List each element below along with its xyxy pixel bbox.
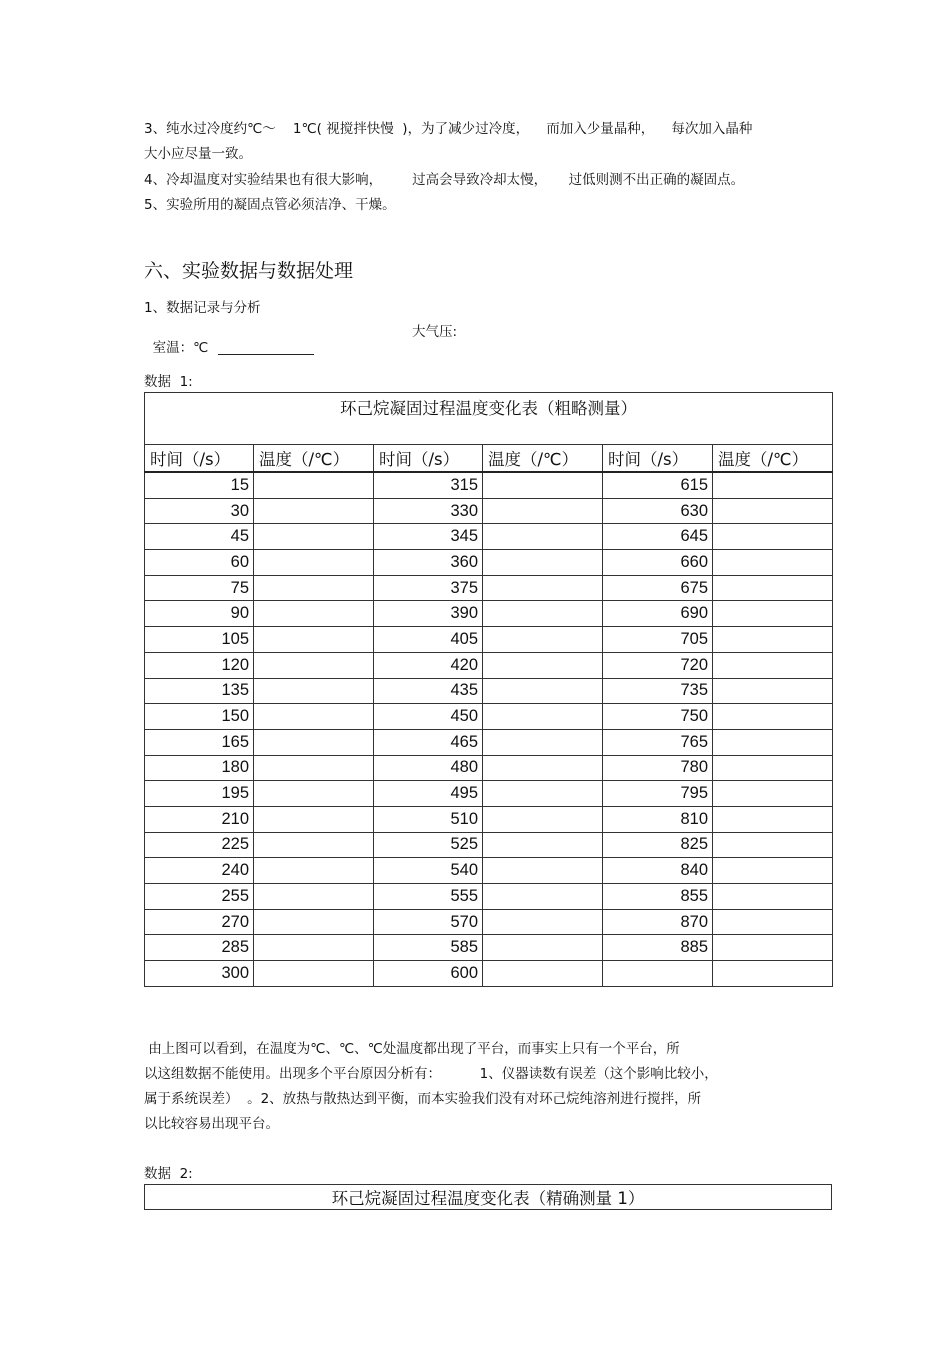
time-cell: 210 — [145, 806, 254, 832]
time-cell: 450 — [374, 704, 483, 730]
temp-cell — [254, 961, 374, 987]
temp-cell — [713, 755, 833, 781]
time-cell: 765 — [603, 729, 713, 755]
time-cell: 300 — [145, 961, 254, 987]
temp-cell — [483, 472, 603, 498]
temp-cell — [713, 550, 833, 576]
analysis-line-3: 属于系统误差） 。2、放热与散热达到平衡，而本实验我们没有对环己烷纯溶剂进行搅拌，所 — [144, 1091, 702, 1107]
time-cell: 540 — [374, 858, 483, 884]
temp-cell — [713, 961, 833, 987]
temp-cell — [483, 729, 603, 755]
time-cell: 495 — [374, 781, 483, 807]
time-cell: 810 — [603, 806, 713, 832]
time-cell: 630 — [603, 498, 713, 524]
temp-cell — [483, 550, 603, 576]
temp-cell — [254, 704, 374, 730]
table-row — [145, 627, 833, 653]
time-cell: 75 — [145, 575, 254, 601]
temp-cell — [713, 472, 833, 498]
section-heading: 六、实验数据与数据处理 — [144, 260, 354, 282]
header-time-3: 时间（/s） — [603, 445, 713, 473]
time-cell: 615 — [603, 472, 713, 498]
time-cell: 150 — [145, 704, 254, 730]
time-cell — [603, 961, 713, 987]
table-row — [145, 909, 833, 935]
table-row — [145, 729, 833, 755]
time-cell: 690 — [603, 601, 713, 627]
temp-cell — [254, 806, 374, 832]
time-cell: 45 — [145, 524, 254, 550]
time-cell: 255 — [145, 884, 254, 910]
cooling-table-rough — [144, 392, 833, 987]
time-cell: 465 — [374, 729, 483, 755]
time-cell: 180 — [145, 755, 254, 781]
temp-cell — [254, 550, 374, 576]
temp-cell — [713, 806, 833, 832]
temp-cell — [483, 498, 603, 524]
temp-cell — [713, 652, 833, 678]
time-cell: 330 — [374, 498, 483, 524]
subsection-title: 1、数据记录与分析 — [144, 300, 261, 316]
table-row — [145, 832, 833, 858]
header-temp-3: 温度（/℃） — [713, 445, 833, 473]
data1-label: 数据 1: — [144, 374, 193, 390]
time-cell: 705 — [603, 627, 713, 653]
temp-cell — [254, 601, 374, 627]
temp-cell — [483, 884, 603, 910]
time-cell: 600 — [374, 961, 483, 987]
time-cell: 585 — [374, 935, 483, 961]
temp-cell — [254, 498, 374, 524]
temp-cell — [483, 755, 603, 781]
time-cell: 645 — [603, 524, 713, 550]
temp-cell — [254, 652, 374, 678]
temp-cell — [713, 858, 833, 884]
temp-cell — [713, 524, 833, 550]
table-row — [145, 678, 833, 704]
time-cell: 525 — [374, 832, 483, 858]
temp-cell — [483, 524, 603, 550]
time-cell: 345 — [374, 524, 483, 550]
temp-cell — [483, 601, 603, 627]
temp-cell — [254, 935, 374, 961]
time-cell: 405 — [374, 627, 483, 653]
analysis-line-2: 以这组数据不能使用。出现多个平台原因分析有： 1、仪器读数有误差（这个影响比较小， — [144, 1066, 718, 1082]
time-cell: 165 — [145, 729, 254, 755]
room-temp-field — [144, 320, 314, 356]
temp-cell — [483, 909, 603, 935]
time-cell: 195 — [145, 781, 254, 807]
time-cell: 90 — [145, 601, 254, 627]
note-line-4: 4、冷却温度对实验结果也有很大影响， 过高会导致冷却太慢， 过低则测不出正确的凝固点。 — [144, 172, 745, 188]
pressure-label: 大气压: — [412, 324, 458, 340]
table-row — [145, 858, 833, 884]
temp-cell — [713, 627, 833, 653]
table-row — [145, 704, 833, 730]
time-cell: 15 — [145, 472, 254, 498]
temp-cell — [483, 961, 603, 987]
temp-cell — [483, 678, 603, 704]
temp-cell — [483, 704, 603, 730]
time-cell: 855 — [603, 884, 713, 910]
temp-cell — [713, 601, 833, 627]
temp-cell — [483, 652, 603, 678]
temp-cell — [713, 884, 833, 910]
header-time-2: 时间（/s） — [374, 445, 483, 473]
cooling-table-precise — [144, 1184, 832, 1210]
time-cell: 360 — [374, 550, 483, 576]
time-cell: 795 — [603, 781, 713, 807]
table-row — [145, 652, 833, 678]
data2-label: 数据 2: — [144, 1166, 193, 1182]
temp-cell — [713, 909, 833, 935]
temp-cell — [713, 704, 833, 730]
time-cell: 240 — [145, 858, 254, 884]
time-cell: 735 — [603, 678, 713, 704]
temp-cell — [483, 935, 603, 961]
table-row — [145, 472, 833, 498]
time-cell: 885 — [603, 935, 713, 961]
room-temp-blank — [218, 341, 314, 355]
analysis-line-1: 由上图可以看到，在温度为℃、℃、℃处温度都出现了平台，而事实上只有一个平台，所 — [144, 1041, 680, 1057]
temp-cell — [254, 472, 374, 498]
temp-cell — [254, 781, 374, 807]
temp-cell — [713, 678, 833, 704]
temp-cell — [713, 935, 833, 961]
temp-cell — [483, 806, 603, 832]
temp-cell — [254, 755, 374, 781]
time-cell: 120 — [145, 652, 254, 678]
time-cell: 840 — [603, 858, 713, 884]
note-line-5: 5、实验所用的凝固点管必须洁净、干燥。 — [144, 197, 396, 213]
table1-title: 环己烷凝固过程温度变化表（粗略测量） — [145, 393, 833, 445]
analysis-line-4: 以比较容易出现平台。 — [144, 1116, 279, 1132]
time-cell: 105 — [145, 627, 254, 653]
time-cell: 825 — [603, 832, 713, 858]
note-line-3: 3、纯水过冷度约℃～ 1℃( 视搅拌快慢 )，为了减少过冷度， 而加入少量晶种， 每次加入晶种 — [144, 121, 753, 137]
table-row — [145, 961, 833, 987]
temp-cell — [254, 575, 374, 601]
table-row — [145, 781, 833, 807]
time-cell: 225 — [145, 832, 254, 858]
time-cell: 375 — [374, 575, 483, 601]
header-temp-1: 温度（/℃） — [254, 445, 374, 473]
time-cell: 675 — [603, 575, 713, 601]
time-cell: 750 — [603, 704, 713, 730]
time-cell: 870 — [603, 909, 713, 935]
time-cell: 510 — [374, 806, 483, 832]
time-cell: 720 — [603, 652, 713, 678]
table-row — [145, 575, 833, 601]
temp-cell — [254, 858, 374, 884]
time-cell: 660 — [603, 550, 713, 576]
table-row — [145, 935, 833, 961]
time-cell: 555 — [374, 884, 483, 910]
time-cell: 390 — [374, 601, 483, 627]
temp-cell — [254, 832, 374, 858]
header-temp-2: 温度（/℃） — [483, 445, 603, 473]
table-row — [145, 498, 833, 524]
time-cell: 780 — [603, 755, 713, 781]
temp-cell — [483, 575, 603, 601]
table-row — [145, 550, 833, 576]
temp-cell — [713, 729, 833, 755]
temp-cell — [483, 832, 603, 858]
temp-cell — [713, 781, 833, 807]
time-cell: 285 — [145, 935, 254, 961]
time-cell: 60 — [145, 550, 254, 576]
time-cell: 480 — [374, 755, 483, 781]
table-row — [145, 884, 833, 910]
temp-cell — [483, 627, 603, 653]
time-cell: 135 — [145, 678, 254, 704]
temp-cell — [713, 575, 833, 601]
time-cell: 570 — [374, 909, 483, 935]
table-row — [145, 755, 833, 781]
temp-cell — [713, 498, 833, 524]
temp-cell — [713, 832, 833, 858]
table2-title: 环己烷凝固过程温度变化表（精确测量 1） — [145, 1185, 832, 1210]
temp-cell — [254, 909, 374, 935]
time-cell: 420 — [374, 652, 483, 678]
temp-cell — [483, 858, 603, 884]
temp-cell — [254, 729, 374, 755]
time-cell: 270 — [145, 909, 254, 935]
time-cell: 315 — [374, 472, 483, 498]
table-row — [145, 806, 833, 832]
time-cell: 30 — [145, 498, 254, 524]
temp-cell — [254, 524, 374, 550]
table-row — [145, 524, 833, 550]
note-line-3-cont: 大小应尽量一致。 — [144, 146, 252, 162]
temp-cell — [483, 781, 603, 807]
time-cell: 435 — [374, 678, 483, 704]
table-row — [145, 601, 833, 627]
temp-cell — [254, 678, 374, 704]
temp-cell — [254, 884, 374, 910]
header-time-1: 时间（/s） — [145, 445, 254, 473]
room-temp-label: 室温：℃ — [152, 340, 209, 356]
temp-cell — [254, 627, 374, 653]
